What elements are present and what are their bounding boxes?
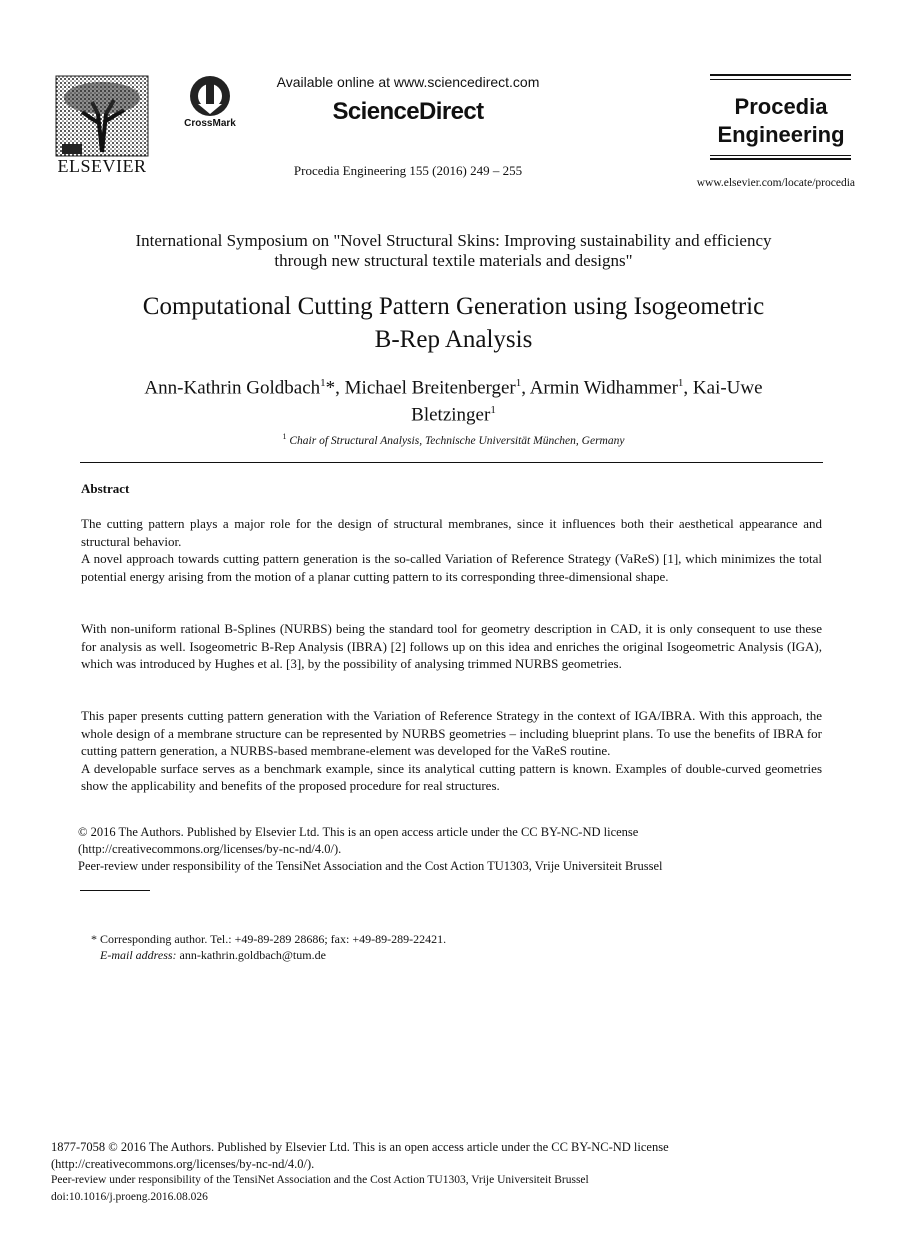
author-name: Armin Widhammer xyxy=(529,377,678,399)
journal-title-line2: Engineering xyxy=(717,122,845,147)
license-line: © 2016 The Authors. Published by Elsevier Ltd. This is an open access article under the CC BY-NC-ND license xyxy=(78,825,639,839)
footer-license-link[interactable]: (http://creativecommons.org/licenses/by-nc-nd/4.0/). xyxy=(51,1156,315,1171)
abstract-paragraph xyxy=(81,620,822,673)
peer-review-line: Peer-review under responsibility of the TensiNet Association and the Cost Action TU1303, Vrije Universiteit Brussel xyxy=(78,859,663,873)
symposium-line: through new structural textile materials and designs" xyxy=(274,251,633,270)
affiliation-mark: 1 xyxy=(320,377,326,389)
license-link[interactable]: (http://creativecommons.org/licenses/by-nc-nd/4.0/). xyxy=(78,842,342,856)
abstract-heading: Abstract xyxy=(81,481,130,496)
affiliation-text: Chair of Structural Analysis, Technische Universität München, Germany xyxy=(289,434,625,447)
crossmark-label: CrossMark xyxy=(184,118,236,129)
corresponding-mark: * xyxy=(325,377,336,399)
publisher-name: ELSEVIER xyxy=(57,156,147,176)
footer-license-line: 1877-7058 © 2016 The Authors. Published by Elsevier Ltd. This is an open access article under the CC BY-NC-ND license xyxy=(51,1140,669,1154)
journal-url-link[interactable]: www.elsevier.com/locate/procedia xyxy=(696,177,855,189)
footer-doi[interactable]: doi:10.1016/j.proeng.2016.08.026 xyxy=(51,1190,208,1203)
journal-title xyxy=(706,93,856,149)
journal-reference: Procedia Engineering 155 (2016) 249 – 255 xyxy=(293,163,523,178)
affiliation-mark: 1 xyxy=(490,404,496,417)
section-divider xyxy=(80,462,823,463)
journal-title-line1: Procedia xyxy=(734,94,828,119)
abstract-text: A developable surface serves as a benchmark example, since its analytical cutting pattern is known. Examples of double-curved geometries show the applicability and benefits of the proposed procedure for real structures. xyxy=(81,760,822,793)
abstract-text: A novel approach towards cutting pattern generation is the so-called Variation of Reference Strategy (VaReS) [1], which minimizes the total potential energy arising from the motion of a planar cutting pattern to its corresponding three-dimensional shape. xyxy=(81,551,822,584)
symposium-line: International Symposium on "Novel Structural Skins: Improving sustainability and efficiency xyxy=(135,231,772,250)
author-name: Michael Breitenberger xyxy=(344,377,516,399)
email-link[interactable]: ann-kathrin.goldbach@tum.de xyxy=(179,948,326,962)
author-name: Ann-Kathrin Goldbach xyxy=(144,377,321,399)
symposium-name xyxy=(60,231,847,271)
journal-box-rule xyxy=(710,158,851,160)
email-label: E-mail address: xyxy=(100,948,177,962)
affiliation-mark: 1 xyxy=(282,432,287,441)
abstract-text: The cutting pattern plays a major role for the design of structural membranes, since it influences both their aesthetical appearance and structural behavior. xyxy=(81,516,822,549)
paper-title-line: B-Rep Analysis xyxy=(374,326,533,353)
affiliation-mark: 1 xyxy=(515,377,522,389)
affiliation-mark: 1 xyxy=(677,377,684,389)
corresponding-line: * Corresponding author. Tel.: +49-89-289 28686; fax: +49-89-289-22421. xyxy=(91,932,447,946)
license-notice xyxy=(78,824,828,875)
sciencedirect-brand: ScienceDirect xyxy=(332,98,484,125)
author-separator: , xyxy=(521,377,530,399)
abstract-paragraph xyxy=(81,515,822,585)
author-name: Bletzinger xyxy=(411,404,491,426)
abstract-text: With non-uniform rational B-Splines (NURBS) being the standard tool for geometry description in CAD, it is only consequent to use these for analysis as well. Isogeometric B-Rep Analysis (IBRA) [2] follows up on this idea and enriches the original Isogeometric Analysis (IGA), which was introduced by Hughes et al. [3], by the possibility of analysing trimmed NURBS geometries. xyxy=(81,621,822,671)
author-separator: , xyxy=(683,377,693,399)
paper-title xyxy=(60,290,847,356)
abstract-text: This paper presents cutting pattern generation with the Variation of Reference Strategy in the context of IGA/IBRA. With this approach, the whole design of a membrane structure can be represented by NURBS geometries – including blueprint plans. To use the benefits of IBRA for cutting pattern generation, a NURBS-based membrane-element was developed for the VaReS routine. xyxy=(81,708,822,758)
author-name: Kai-Uwe xyxy=(692,377,763,399)
journal-box-rule xyxy=(710,79,851,80)
available-online-text: Available online at www.sciencedirect.com xyxy=(276,74,540,90)
corresponding-author-note xyxy=(91,931,691,963)
page-footer xyxy=(51,1139,851,1205)
paper-title-line: Computational Cutting Pattern Generation using Isogeometric xyxy=(142,293,765,320)
journal-box-rule xyxy=(710,155,851,156)
author-list xyxy=(60,372,847,427)
affiliation xyxy=(60,432,847,447)
journal-box-rule xyxy=(710,74,851,76)
footnote-divider xyxy=(80,890,150,891)
abstract-paragraph xyxy=(81,707,822,795)
author-separator: , xyxy=(335,377,345,399)
footer-peer-review: Peer-review under responsibility of the TensiNet Association and the Cost Action TU1303, Vrije Universiteit Brussel xyxy=(51,1174,589,1186)
